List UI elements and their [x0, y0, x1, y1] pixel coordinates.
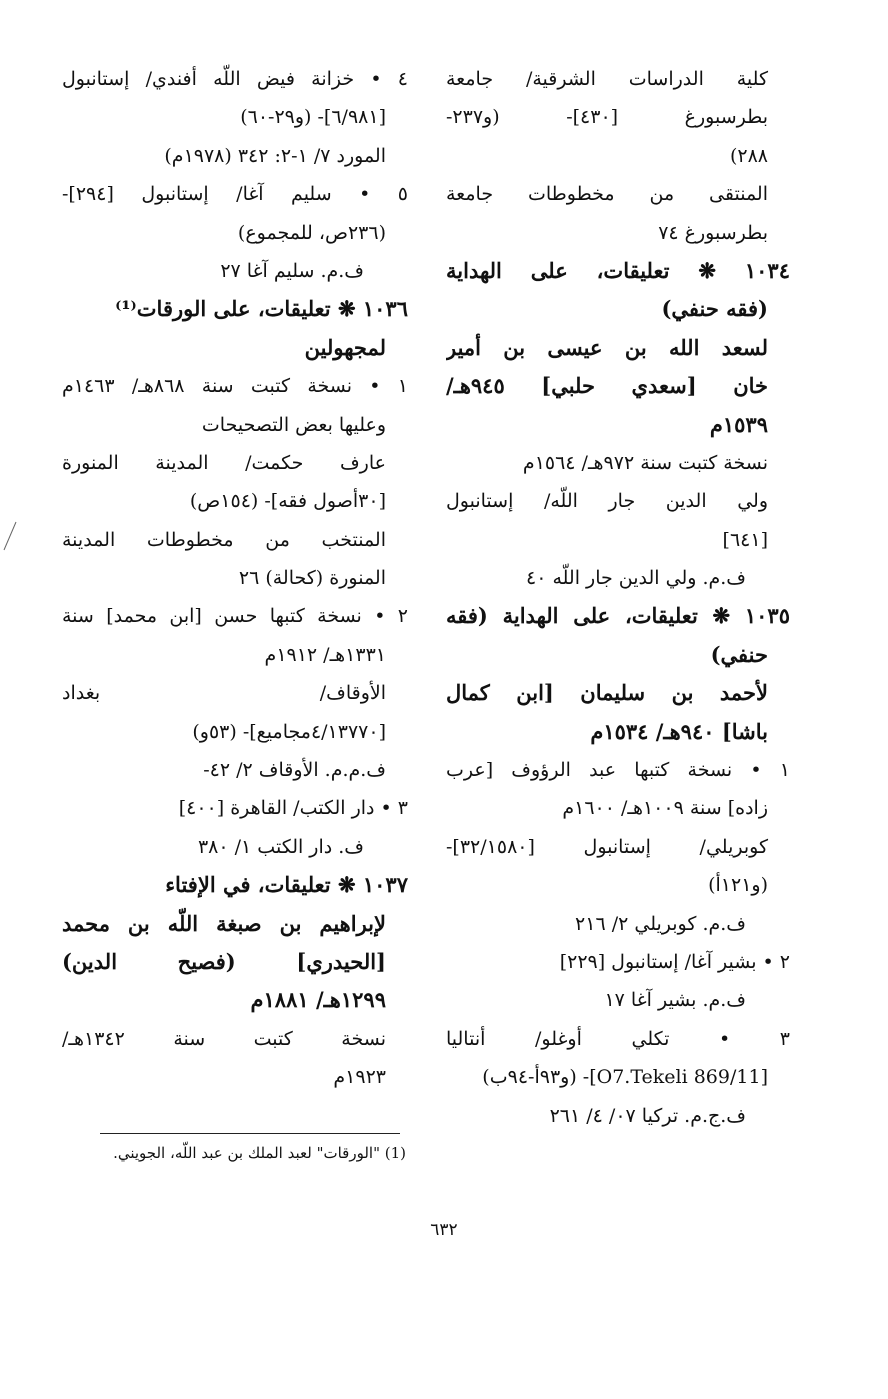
right-column-line: ولي الدين جار اللّه/ إستانبول: [446, 490, 768, 513]
left-column-line: المنورة (كحالة) ٢٦: [238, 567, 386, 590]
right-column-line: باشا] ٩٤٠هـ/ ١٥٣٤م: [590, 718, 768, 744]
left-column-line: ١ • نسخة كتبت سنة ٨٦٨هـ/ ١٤٦٣م: [62, 375, 408, 398]
left-column-line: ٣ • دار الكتب/ القاهرة [٤٠٠]: [178, 797, 408, 820]
right-column-line: ف.م. ولي الدين جار اللّه ٤٠: [525, 567, 746, 590]
footnote-divider: [100, 1133, 400, 1134]
left-column-line: ف. دار الكتب ١/ ٣٨٠: [197, 835, 364, 858]
footnote: (1) "الورقات" لعبد الملك بن عبد اللّه، الجويني.: [113, 1144, 406, 1162]
right-column-line: حنفي): [710, 641, 768, 667]
margin-mark: [2, 520, 18, 554]
right-column-line: ٢ • بشير آغا/ إستانبول [٢٢٩]: [559, 950, 790, 973]
left-column: [62, 60, 408, 1097]
right-column-line: [O7.Tekeli 869/11]- (و٩٣أ-٩٤ب): [482, 1066, 768, 1089]
left-column-line: ف.م.م. الأوقاف ٢/ ٤٢-: [203, 759, 386, 782]
right-column-line: ف.ج.م. تركيا ٠٧/ ٤/ ٢٦١: [549, 1104, 746, 1127]
right-column-line: ٣ • تكلي أوغلو/ أنتاليا: [446, 1027, 790, 1050]
left-column-line: ف.م. سليم آغا ٢٧: [220, 259, 364, 282]
right-column-line: لسعد الله بن عيسى بن أمير: [446, 334, 768, 360]
right-column-line: نسخة كتبت سنة ٩٧٢هـ/ ١٥٦٤م: [522, 451, 768, 474]
right-column-line: كلية الدراسات الشرقية/ جامعة: [446, 68, 768, 90]
right-column-line: لأحمد بن سليمان [ابن كمال: [446, 680, 768, 706]
left-column-line: [٤/١٣٧٧٠مجاميع]- (٥٣و): [192, 720, 386, 743]
right-column-line: ١ • نسخة كتبها عبد الرؤوف [عرب: [446, 759, 790, 782]
left-column-line: وعليها بعض التصحيحات: [201, 413, 386, 436]
left-column-line: الأوقاف/ بغداد: [62, 682, 386, 705]
right-column-line: المنتقى من مخطوطات جامعة: [446, 183, 768, 206]
left-column-line: عارف حكمت/ المدينة المنورة: [62, 451, 386, 474]
right-column-line: ١٠٣٤ ❋ تعليقات، على الهداية: [446, 257, 790, 283]
left-column-line: ٢ • نسخة كتبها حسن [ابن محمد] سنة: [62, 605, 408, 628]
left-column-line: نسخة كتبت سنة ١٣٤٢هـ/: [62, 1027, 386, 1050]
left-column-line: لمجهولين: [304, 334, 386, 360]
right-column-line: كوبريلي/ إستانبول [٣٢/١٥٨٠]-: [446, 835, 768, 858]
left-column-line: ١٣٣١هـ/ ١٩١٢م: [264, 643, 386, 666]
right-column-line: [٦٤١]: [722, 528, 768, 551]
right-column-line: ف.م. كوبريلي ٢/ ٢١٦: [575, 912, 746, 935]
right-column-line: (فقه حنفي): [661, 296, 768, 322]
right-column-line: (و١٢١أ): [708, 874, 768, 897]
page-number: ٦٣٢: [430, 1220, 458, 1240]
right-column-line: ٢٨٨): [729, 144, 768, 167]
left-column-line: لإبراهيم بن صبغة اللّه بن محمد: [62, 910, 386, 936]
left-column-line: المنتخب من مخطوطات المدينة: [62, 528, 386, 551]
right-column-line: ١٠٣٥ ❋ تعليقات، على الهداية (فقه: [446, 603, 790, 629]
left-column-line: [٣٠أصول فقه]- (١٥٤ص): [189, 490, 386, 513]
left-column-line: ١٠٣٧ ❋ تعليقات، في الإفتاء: [165, 872, 408, 898]
right-column-line: بطرسبورغ [٤٣٠]- (و٢٣٧-: [446, 106, 768, 129]
left-column-line: (٢٣٦ص، للمجموع): [237, 221, 386, 244]
left-column-line: ٥ • سليم آغا/ إستانبول [٢٩٤]-: [62, 183, 408, 206]
left-column-line: ١٩٢٣م: [333, 1066, 386, 1089]
left-column-line: [الحيدري] (فصيح الدين): [62, 948, 386, 974]
left-column-line: ٤ • خزانة فيض اللّه أفندي/ إستانبول: [62, 68, 408, 90]
right-column-line: ١٥٣٩م: [709, 411, 768, 437]
left-column-line: [٦/٩٨١]- (و٢٩-٦٠): [240, 106, 386, 129]
right-column-line: زاده] سنة ١٠٠٩هـ/ ١٦٠٠م: [562, 797, 768, 820]
left-column-line: ١٢٩٩هـ/ ١٨٨١م: [250, 987, 386, 1013]
right-column: [446, 60, 790, 1135]
right-column-line: خان [سعدي حلبي] ٩٤٥هـ/: [446, 373, 768, 399]
right-column-line: بطرسبورغ ٧٤: [658, 221, 768, 244]
right-column-line: ف.م. بشير آغا ١٧: [604, 989, 746, 1012]
left-column-line: ١٠٣٦ ❋ تعليقات، على الورقات⁽¹⁾: [115, 296, 408, 322]
left-column-line: المورد ٧/ ١-٢: ٣٤٢ (١٩٧٨م): [164, 144, 386, 167]
